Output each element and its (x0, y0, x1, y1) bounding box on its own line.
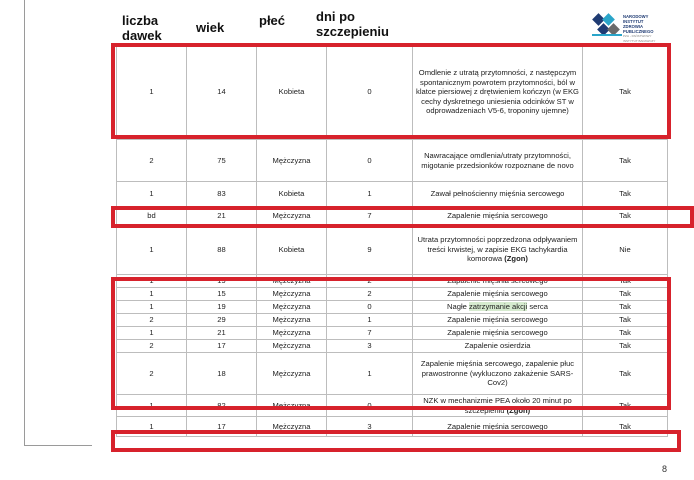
cell-event: Zapalenie mięśnia sercowego, zapalenie płuc prawostronne (wykluczono zakażenie SARS-Cov2) (413, 353, 583, 395)
cell-age: 17 (187, 417, 257, 437)
cell-days: 0 (327, 301, 413, 314)
cell-sex: Mężczyzna (257, 140, 327, 182)
cell-serious: Tak (583, 340, 668, 353)
cell-sex: Mężczyzna (257, 353, 327, 395)
cell-serious: Nie (583, 225, 668, 275)
cell-days: 0 (327, 395, 413, 417)
table-row (117, 275, 668, 288)
cell-age: 82 (187, 395, 257, 417)
header-sex: płeć (259, 13, 286, 28)
cell-sex: Mężczyzna (257, 314, 327, 327)
cell-days: 7 (327, 207, 413, 225)
cell-doses: 1 (117, 395, 187, 417)
cell-serious: Tak (583, 327, 668, 340)
cell-serious: Tak (583, 314, 668, 327)
table-row (117, 340, 668, 353)
table-row (117, 314, 668, 327)
cell-serious: Tak (583, 207, 668, 225)
cell-sex: Mężczyzna (257, 301, 327, 314)
cell-age: 29 (187, 314, 257, 327)
cell-doses: 2 (117, 140, 187, 182)
table-row (117, 288, 668, 301)
cell-serious: Tak (583, 417, 668, 437)
table-row (117, 301, 668, 314)
cell-age: 14 (187, 45, 257, 140)
page-number: 8 (662, 464, 668, 474)
header-doses: liczba dawek (122, 13, 162, 43)
cell-event: Utrata przytomności poprzedzona odpływaniem treści krwistej, w zapisie EKG tachykardia komorowa (Zgon) (413, 225, 583, 275)
cell-age: 75 (187, 140, 257, 182)
cell-age: 88 (187, 225, 257, 275)
cell-serious: Tak (583, 140, 668, 182)
cell-sex: Kobieta (257, 182, 327, 207)
cell-age: 15 (187, 288, 257, 301)
cell-event: Zapalenie mięśnia sercowego (413, 327, 583, 340)
cell-sex: Mężczyzna (257, 417, 327, 437)
header-age: wiek (196, 20, 225, 35)
cell-sex: Mężczyzna (257, 275, 327, 288)
cell-doses: 1 (117, 225, 187, 275)
cell-event: Zapalenie mięśnia sercowego (413, 288, 583, 301)
cell-age: 21 (187, 207, 257, 225)
cell-doses: 1 (117, 301, 187, 314)
cell-days: 0 (327, 45, 413, 140)
cell-age: 21 (187, 327, 257, 340)
cell-serious: Tak (583, 353, 668, 395)
table-row (117, 225, 668, 275)
cell-serious: Tak (583, 301, 668, 314)
cell-sex: Mężczyzna (257, 288, 327, 301)
cell-doses: 1 (117, 327, 187, 340)
cell-doses: 1 (117, 417, 187, 437)
cell-doses: 1 (117, 275, 187, 288)
cell-age: 19 (187, 301, 257, 314)
cell-age: 83 (187, 182, 257, 207)
bottom-margin-rule (24, 445, 92, 446)
cell-days: 9 (327, 225, 413, 275)
cell-serious: Tak (583, 275, 668, 288)
cell-event: Zapalenie mięśnia sercowego (413, 275, 583, 288)
table-row (117, 327, 668, 340)
cell-serious: Tak (583, 395, 668, 417)
cell-doses: 2 (117, 314, 187, 327)
cell-event: Zapalenie mięśnia sercowego (413, 314, 583, 327)
cell-event: Omdlenie z utratą przytomności, z następczym spontanicznym powrotem przytomności, ból w klatce piersiowej z drętwieniem kończyn (w EKG cechy dyskretnego uniesienia odcinków ST w odprowadzeniach V5-6, troponiny ujemne) (413, 45, 583, 140)
cell-sex: Mężczyzna (257, 327, 327, 340)
header-days: dni po szczepieniu (316, 9, 389, 39)
cell-sex: Mężczyzna (257, 340, 327, 353)
table-row (117, 353, 668, 395)
cell-serious: Tak (583, 45, 668, 140)
cell-event: NZK w mechanizmie PEA około 20 minut po szczepieniu (Zgon) (413, 395, 583, 417)
table-row (117, 395, 668, 417)
cell-event: Zapalenie osierdzia (413, 340, 583, 353)
cell-days: 2 (327, 288, 413, 301)
cell-event: Zapalenie mięśnia sercowego (413, 207, 583, 225)
cell-days: 3 (327, 340, 413, 353)
cell-doses: 1 (117, 288, 187, 301)
cell-serious: Tak (583, 288, 668, 301)
cell-sex: Kobieta (257, 45, 327, 140)
table-row (117, 417, 668, 437)
cell-days: 1 (327, 353, 413, 395)
cell-age: 19 (187, 275, 257, 288)
left-margin-rule (24, 0, 25, 445)
cell-sex: Kobieta (257, 225, 327, 275)
cell-doses: 2 (117, 340, 187, 353)
cell-doses: bd (117, 207, 187, 225)
text-highlight: zatrzymanie akcji (469, 302, 528, 312)
cell-sex: Mężczyzna (257, 207, 327, 225)
table-row (117, 182, 668, 207)
cell-doses: 1 (117, 182, 187, 207)
table-row (117, 140, 668, 182)
cell-days: 0 (327, 140, 413, 182)
cell-event: Nawracające omdlenia/utraty przytomności, migotanie przedsionków rozpoznane de novo (413, 140, 583, 182)
table-row (117, 45, 668, 140)
cell-sex: Mężczyzna (257, 395, 327, 417)
table-row (117, 207, 668, 225)
cell-serious: Tak (583, 182, 668, 207)
adverse-events-table (116, 44, 668, 437)
cell-doses: 2 (117, 353, 187, 395)
cell-age: 17 (187, 340, 257, 353)
cell-days: 1 (327, 182, 413, 207)
cell-event: Zapalenie mięśnia sercowego (413, 417, 583, 437)
cell-event: Nagłe zatrzymanie akcji serca (413, 301, 583, 314)
cell-event: Zawał pełnościenny mięśnia sercowego (413, 182, 583, 207)
cell-days: 3 (327, 417, 413, 437)
cell-days: 1 (327, 314, 413, 327)
logo-text: NARODOWY INSTYTUT ZDROWIA PUBLICZNEGO PZH - PAŃSTWOWY INSTYTUT BADAWCZY (623, 14, 656, 43)
cell-days: 7 (327, 327, 413, 340)
cell-age: 18 (187, 353, 257, 395)
cell-doses: 1 (117, 45, 187, 140)
cell-days: 2 (327, 275, 413, 288)
